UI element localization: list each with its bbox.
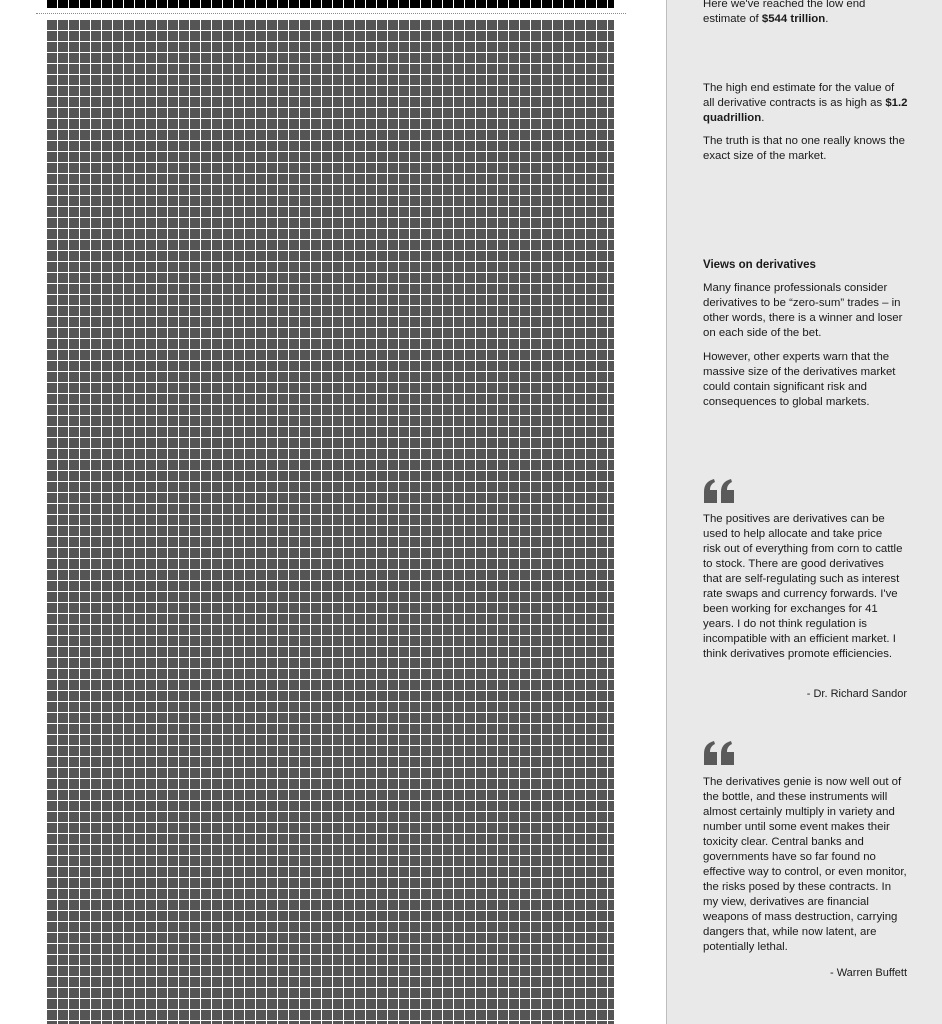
top-grid-band [47, 0, 614, 8]
buffett-quote-text: The derivatives genie is now well out of the bottle, and these instruments will almost certainly multiply in variety and number until some event makes their toxicity clear. Central banks and governments have so far found no effective way to control, or even monitor, the risks posed by these contracts. In my view, derivatives are financial weapons of mass destruction, carrying dangers that, while now latent, are potentially lethal. [703, 776, 907, 953]
low-end-estimate-text: Here we've reached the low end estimate of $544 trillion. [703, 0, 866, 25]
high-end-estimate-text: The high end estimate for the value of all derivative contracts is as high as $1.2 quadrillion. [703, 82, 908, 124]
sandor-attribution: - Dr. Richard Sandor [806, 688, 907, 700]
quote-mark-icon [703, 479, 737, 503]
views-paragraph-1: Many finance professionals consider derivatives to be “zero-sum” trades – in other words, there is a winner and loser on each side of the bet. [703, 282, 903, 339]
views-heading: Views on derivatives [703, 259, 816, 271]
low-end-value: $544 trillion [761, 13, 826, 25]
derivatives-square-grid [47, 20, 614, 1024]
buffett-attribution: - Warren Buffett [829, 967, 907, 979]
truth-text: The truth is that no one really knows the exact size of the market. [703, 135, 905, 162]
views-paragraph-2: However, other experts warn that the massive size of the derivatives market could contain significant risk and consequences to global markets. [703, 351, 896, 408]
dotted-divider [36, 13, 626, 14]
sidebar-panel [666, 0, 942, 1024]
quote-mark-icon [703, 741, 737, 765]
sandor-quote-text: The positives are derivatives can be used to help allocate and take price risk out of everything from corn to cattle to stock. There are good derivatives that are self-regulating such as interest rate swaps and currency forwards. I've been working for exchanges for 41 years. I do not think regulation is incompatible with an efficient market. I think derivatives promote efficiencies. [703, 513, 903, 660]
high-end-value: $1.2 quadrillion [703, 97, 908, 124]
